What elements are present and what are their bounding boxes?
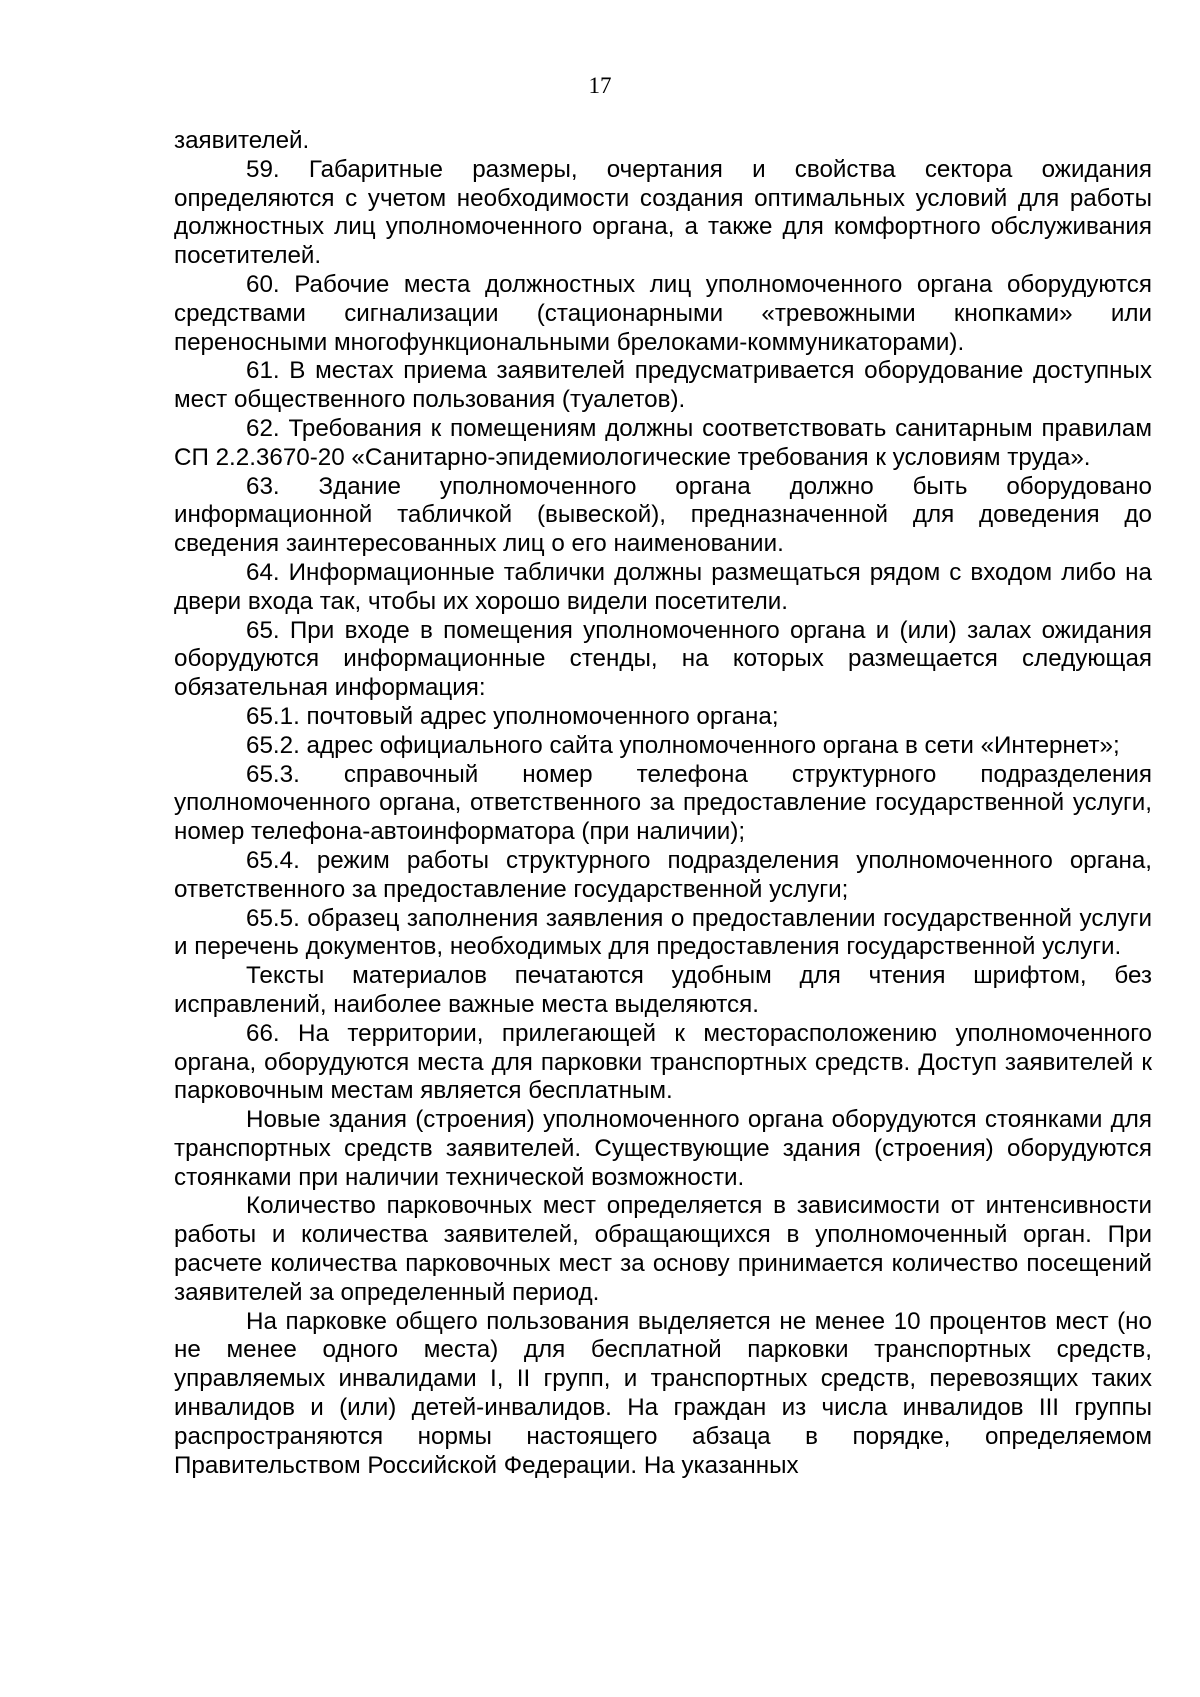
paragraph: 65.1. почтовый адрес уполномоченного органа; [246, 702, 779, 730]
paragraph: 59. Габаритные размеры, очертания и свойства сектора ожидания определяются с учетом необходимости создания оптимальных условий для работы должностных лиц уполномоченного органа, а также для комфортного обслуживания посетителей. [174, 155, 1152, 270]
paragraph: Количество парковочных мест определяется в зависимости от интенсивности работы и количества заявителей, обращающихся в уполномоченный орган. При расчете количества парковочных мест за основу принимается количество посещений заявителей за определенный период. [174, 1192, 1152, 1306]
paragraph: 60. Рабочие места должностных лиц уполномоченного органа оборудуются средствами сигнализации (стационарными «тревожными кнопками» или переносными многофункциональными брелоками-коммуникаторами). [174, 270, 1152, 356]
paragraph: 65. При входе в помещения уполномоченного органа и (или) залах ожидания оборудуются информационные стенды, на которых размещается следующая обязательная информация: [174, 616, 1152, 702]
document-body [174, 127, 1152, 1480]
page-number: 17 [588, 73, 612, 98]
paragraph: 61. В местах приема заявителей предусматривается оборудование доступных мест общественного пользования (туалетов). [174, 357, 1152, 414]
paragraph: 64. Информационные таблички должны размещаться рядом с входом либо на двери входа так, чтобы их хорошо видели посетители. [174, 558, 1152, 615]
paragraph: 65.5. образец заполнения заявления о предоставлении государственной услуги и перечень документов, необходимых для предоставления государственной услуги. [174, 904, 1152, 961]
paragraph: На парковке общего пользования выделяется не менее 10 процентов мест (но не менее одного места) для бесплатной парковки транспортных средств, управляемых инвалидами I, II групп, и транспортных средств, перевозящих таких инвалидов и (или) детей-инвалидов. На граждан из числа инвалидов III группы распространяются нормы настоящего абзаца в порядке, определяемом Правительством Российской Федерации. На указанных [174, 1307, 1152, 1479]
paragraph: 66. На территории, прилегающей к месторасположению уполномоченного органа, оборудуются места для парковки транспортных средств. Доступ заявителей к парковочным местам является бесплатным. [174, 1019, 1152, 1105]
paragraph: Тексты материалов печатаются удобным для чтения шрифтом, без исправлений, наиболее важные места выделяются. [174, 962, 1152, 1018]
paragraph: 65.2. адрес официального сайта уполномоченного органа в сети «Интернет»; [246, 731, 1120, 759]
paragraph: 65.4. режим работы структурного подразделения уполномоченного органа, ответственного за предоставление государственной услуги; [174, 846, 1152, 903]
paragraph: Новые здания (строения) уполномоченного органа оборудуются стоянками для транспортных средств заявителей. Существующие здания (строения) оборудуются стоянками при наличии технической возможности. [174, 1106, 1152, 1191]
paragraph: 62. Требования к помещениям должны соответствовать санитарным правилам СП 2.2.3670-20 «Санитарно-эпидемиологические требования к условиям труда». [174, 414, 1152, 471]
paragraph: 63. Здание уполномоченного органа должно быть оборудовано информационной табличкой (вывеской), предназначенной для доведения до сведения заинтересованных лиц о его наименовании. [174, 472, 1152, 558]
paragraph: заявителей. [174, 127, 310, 154]
paragraph: 65.3. справочный номер телефона структурного подразделения уполномоченного органа, ответственного за предоставление государственной услуги, номер телефона-автоинформатора (при наличии); [174, 760, 1152, 846]
